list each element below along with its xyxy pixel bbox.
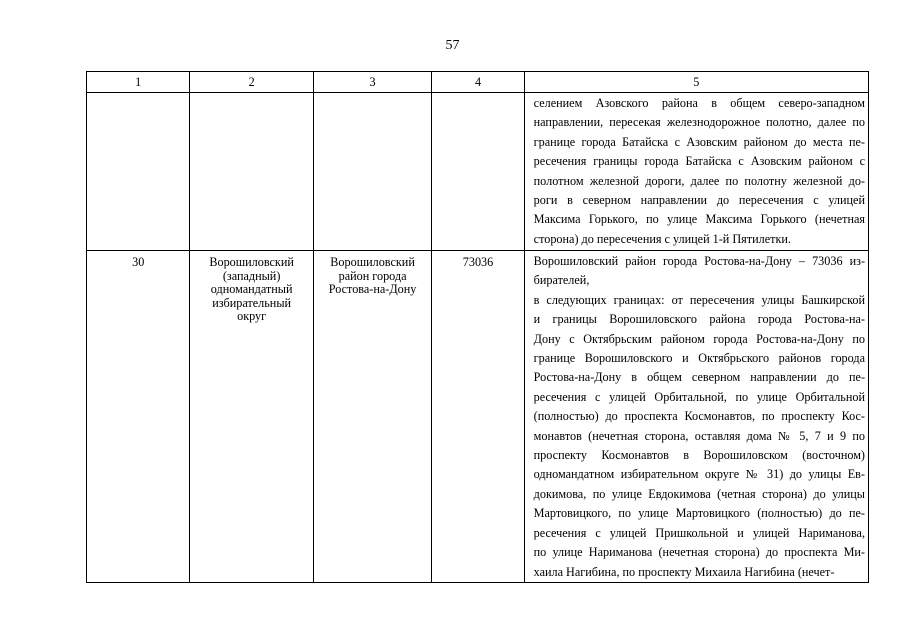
lines-continued bbox=[534, 94, 865, 249]
district-code: 73036 bbox=[432, 251, 524, 583]
text-line: границе Ворошиловского и Октябрьского районов города bbox=[533, 351, 865, 366]
header-row bbox=[87, 72, 869, 93]
text-line: роги в северном направлении до пересечения с улицей bbox=[533, 193, 865, 208]
text-line: монавтов (нечетная сторона, оставляя дома № 5, 7 и 9 по bbox=[533, 428, 865, 443]
district-number: 30 bbox=[87, 251, 190, 583]
text-line: одномандатном избирательном округе № 31) до улицы Ев- bbox=[533, 467, 865, 482]
text-line: Ворошиловский bbox=[330, 255, 415, 269]
districts-table bbox=[86, 71, 869, 583]
text-line: селением Азовского района в общем северо-западном bbox=[533, 96, 865, 110]
text-line: (полностью) до проспекта Космонавтов, по проспекту Кос- bbox=[533, 409, 865, 424]
text-line: ресечения с улицей Пришкольной и улицей Нариманова, bbox=[533, 525, 865, 540]
text-line: бирателей, bbox=[533, 273, 590, 288]
text-line: Дону с Октябрьским районом города Ростова-на-Дону по bbox=[533, 331, 865, 346]
text-line: Ворошиловский bbox=[209, 255, 294, 269]
text-line: Мартовицкого, по улице Мартовицкого (полностью) до пе- bbox=[533, 506, 865, 521]
header-col-1: 1 bbox=[87, 72, 190, 93]
text-line: район города bbox=[338, 268, 407, 283]
text-line: сторона) до пересечения с улицей 1-й Пятилетки. bbox=[533, 231, 791, 246]
cell-empty-2 bbox=[190, 93, 313, 251]
district-name-lines bbox=[194, 256, 308, 324]
table-row-30 bbox=[87, 251, 869, 583]
text-line: докимова, по улице Евдокимова (четная сторона) до улицы bbox=[533, 486, 865, 501]
boundary-description-continued bbox=[524, 93, 868, 251]
text-line: ресечения с улицей Орбитальной, по улице Орбитальной bbox=[533, 389, 865, 404]
text-line: ресечения границы города Батайска с Азовским районом с bbox=[533, 154, 865, 169]
boundary-description-30 bbox=[524, 251, 868, 583]
header-col-5: 5 bbox=[524, 72, 868, 93]
page-number: 57 bbox=[445, 38, 460, 53]
text-line: Ростова-на-Дону в общем северном направлении до пе- bbox=[533, 370, 865, 385]
district-name bbox=[190, 251, 313, 583]
text-line: Ростова-на-Дону bbox=[328, 282, 417, 296]
header-col-3: 3 bbox=[313, 72, 431, 93]
text-line: границе города Батайска с Азовским районом до места пе- bbox=[533, 134, 865, 149]
lines-30 bbox=[534, 252, 865, 582]
header-col-2: 2 bbox=[190, 72, 313, 93]
text-line: одномандатный bbox=[210, 282, 293, 296]
text-line: направлении, пересекая железнодорожное полотно, далее по bbox=[533, 115, 865, 130]
text-line: (западный) bbox=[222, 268, 281, 283]
text-line: Ворошиловский район города Ростова-на-Дону – 73036 из- bbox=[533, 254, 865, 268]
text-line: в следующих границах: от пересечения улицы Башкирской bbox=[533, 292, 865, 307]
district-area-lines bbox=[318, 256, 427, 297]
cell-empty-3 bbox=[313, 93, 431, 251]
text-line: полотном железной дороги, далее по полотну железной до- bbox=[533, 173, 865, 188]
text-line: по улице Нариманова (нечетная сторона) до проспекта Ми- bbox=[533, 545, 865, 560]
header-col-4: 4 bbox=[432, 72, 524, 93]
table-row-continued bbox=[87, 93, 869, 251]
cell-empty-1 bbox=[87, 93, 190, 251]
text-line: и границы Ворошиловского района города Ростова-на- bbox=[533, 312, 865, 327]
text-line: хаила Нагибина, по проспекту Михаила Нагибина (нечет- bbox=[533, 564, 835, 579]
text-line: округ bbox=[237, 309, 267, 323]
cell-empty-4 bbox=[432, 93, 524, 251]
text-line: Максима Горького, по улице Максима Горького (нечетная bbox=[533, 212, 865, 227]
district-area bbox=[313, 251, 431, 583]
text-line: избирательный bbox=[212, 295, 292, 310]
text-line: проспекту Космонавтов в Ворошиловском (восточном) bbox=[533, 448, 865, 463]
